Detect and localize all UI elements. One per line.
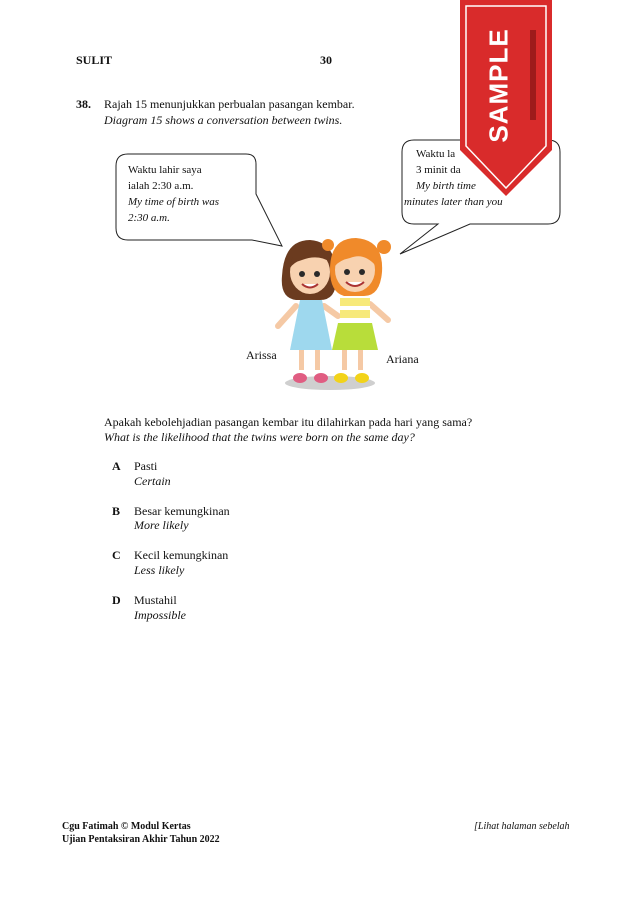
sample-watermark [460, 0, 552, 200]
bubble-left-line1: Waktu lahir saya [128, 164, 202, 176]
name-ariana: Ariana [386, 352, 419, 366]
option-d-letter[interactable]: D [112, 593, 121, 607]
footer-next-page: [Lihat halaman sebelah [474, 821, 570, 832]
question-ask-ms: Apakah kebolehjadian pasangan kembar itu dilahirkan pada hari yang sama? [104, 415, 473, 429]
page-number: 30 [320, 53, 332, 67]
option-a-letter[interactable]: A [112, 459, 121, 473]
bubble-left-line2: ialah 2:30 a.m. [128, 180, 194, 192]
option-d-text[interactable]: Mustahil [134, 593, 177, 607]
option-b-text-en[interactable]: More likely [134, 518, 189, 532]
option-c-text[interactable]: Kecil kemungkinan [134, 548, 229, 562]
question-stem-ms: Rajah 15 menunjukkan perbualan pasangan kembar. [104, 97, 355, 111]
bubble-right-line3: My birth time [416, 180, 476, 192]
watermark-text: SAMPLE [483, 27, 514, 143]
option-b-letter[interactable]: B [112, 504, 121, 518]
footer-exam: Ujian Pentaksiran Akhir Tahun 2022 [62, 834, 220, 845]
bubble-right-line4: minutes later than you [404, 196, 503, 208]
bubble-left-line3: My time of birth was [128, 196, 220, 208]
bubble-left-line4: 2:30 a.m. [128, 212, 170, 224]
option-d-text-en[interactable]: Impossible [134, 608, 186, 622]
header-sulit: SULIT [76, 53, 113, 67]
question-number: 38. [76, 97, 91, 111]
footer-credit: Cgu Fatimah © Modul Kertas [62, 821, 191, 832]
question-ask-en: What is the likelihood that the twins were born on the same day? [104, 430, 415, 444]
bubble-right-line1: Waktu la [416, 148, 456, 160]
bubble-right-line2: 3 minit da [416, 164, 461, 176]
option-a-text[interactable]: Pasti [134, 459, 158, 473]
option-a-text-en[interactable]: Certain [134, 474, 171, 488]
arissa-illustration [278, 240, 338, 383]
name-arissa: Arissa [246, 348, 277, 362]
option-b-text[interactable]: Besar kemungkinan [134, 504, 230, 518]
question-stem-en: Diagram 15 shows a conversation between twins. [104, 113, 343, 127]
option-c-text-en[interactable]: Less likely [134, 563, 185, 577]
option-c-letter[interactable]: C [112, 548, 121, 562]
